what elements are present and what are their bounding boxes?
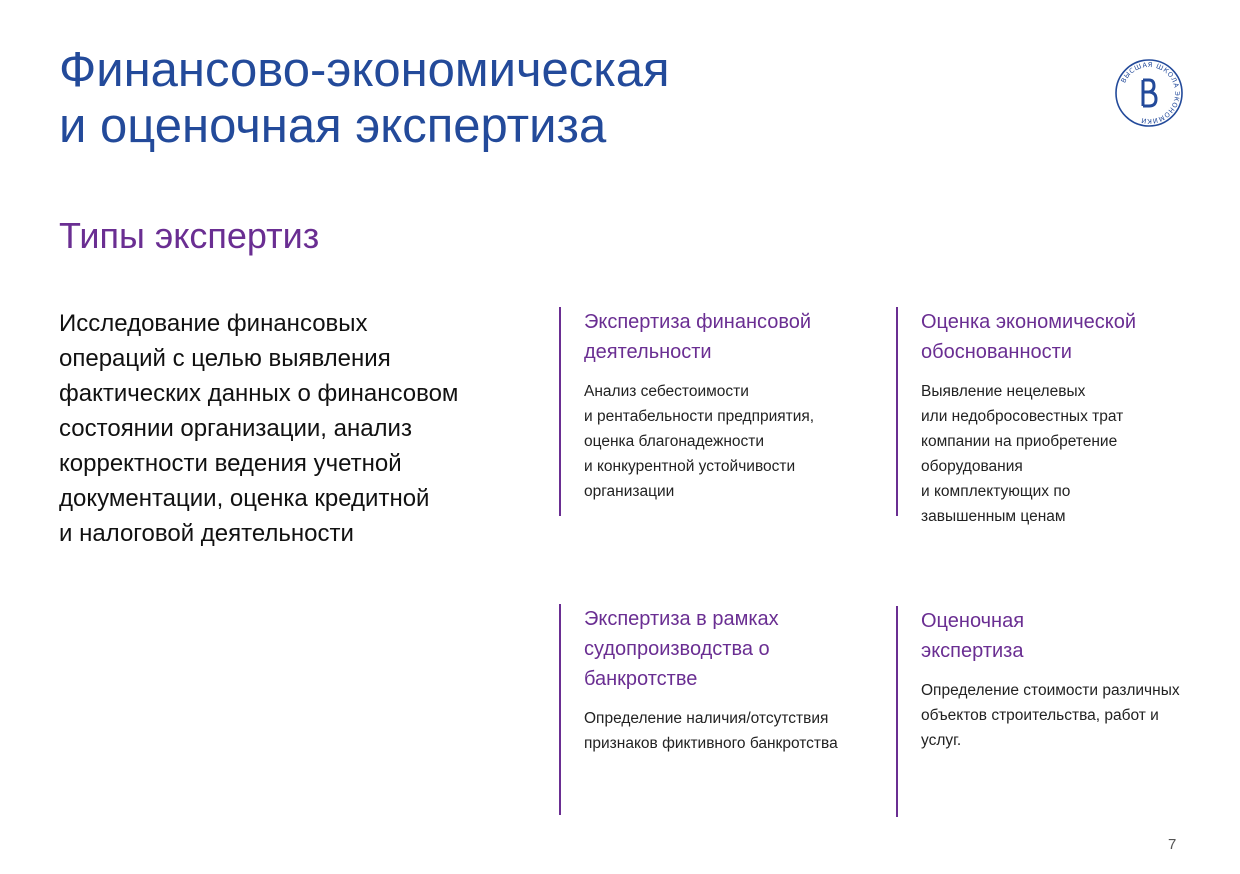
- card-text-line: и конкурентной устойчивости: [584, 458, 796, 475]
- card-text-line: Определение стоимости различных: [921, 682, 1180, 699]
- card-valuation-expertise: [896, 606, 1240, 817]
- title-line: и оценочная экспертиза: [59, 99, 607, 153]
- intro-line: состоянии организации, анализ: [59, 415, 412, 442]
- card-bankruptcy-expertise: [559, 604, 894, 815]
- hse-logo-icon: [1114, 58, 1184, 128]
- card-text: [584, 706, 894, 756]
- card-title-line: банкротстве: [584, 668, 698, 690]
- card-text-line: оборудования: [921, 458, 1023, 475]
- card-title-line: Экспертиза финансовой: [584, 311, 812, 333]
- intro-line: корректности ведения учетной: [59, 450, 402, 477]
- card-title: [584, 604, 894, 694]
- intro-line: операций с целью выявления: [59, 345, 391, 372]
- page-title: [59, 42, 670, 154]
- card-title: [921, 307, 1240, 367]
- card-title: [921, 606, 1240, 666]
- card-title-line: Оценка экономической: [921, 311, 1137, 333]
- card-text-line: Выявление нецелевых: [921, 383, 1086, 400]
- card-text-line: Определение наличия/отсутствия: [584, 710, 829, 727]
- section-subtitle: Типы экспертиз: [59, 215, 320, 256]
- card-title: [584, 307, 894, 367]
- card-text-line: объектов строительства, работ и: [921, 707, 1159, 724]
- card-text-line: услуг.: [921, 732, 962, 749]
- intro-text: [59, 306, 529, 551]
- card-text: [584, 379, 894, 504]
- card-financial-activity: [559, 307, 894, 516]
- card-economic-validity: [896, 307, 1240, 525]
- card-text-line: и рентабельности предприятия,: [584, 408, 815, 425]
- card-text-line: организации: [584, 483, 675, 500]
- card-text-line: признаков фиктивного банкротства: [584, 735, 838, 752]
- card-text: [921, 379, 1240, 529]
- page-number: 7: [1168, 836, 1177, 853]
- card-title-line: обоснованности: [921, 341, 1072, 363]
- card-title-line: судопроизводства о: [584, 638, 770, 660]
- card-text-line: завышенным ценам: [921, 508, 1066, 525]
- card-text: [921, 678, 1240, 753]
- intro-line: документации, оценка кредитной: [59, 485, 430, 512]
- card-text-line: Анализ себестоимости: [584, 383, 749, 400]
- card-text-line: оценка благонадежности: [584, 433, 765, 450]
- card-text-line: компании на приобретение: [921, 433, 1118, 450]
- card-text-line: или недобросовестных трат: [921, 408, 1124, 425]
- card-title-line: Оценочная: [921, 610, 1025, 632]
- intro-line: и налоговой деятельности: [59, 520, 354, 547]
- intro-line: фактических данных о финансовом: [59, 380, 459, 407]
- card-text-line: и комплектующих по: [921, 483, 1071, 500]
- card-title-line: экспертиза: [921, 640, 1024, 662]
- card-title-line: Экспертиза в рамках: [584, 608, 779, 630]
- intro-line: Исследование финансовых: [59, 310, 368, 337]
- card-title-line: деятельности: [584, 341, 712, 363]
- logo-text: ВЫСШАЯ ШКОЛА ЭКОНОМИКИ: [1119, 60, 1182, 126]
- title-line: Финансово-экономическая: [59, 43, 670, 97]
